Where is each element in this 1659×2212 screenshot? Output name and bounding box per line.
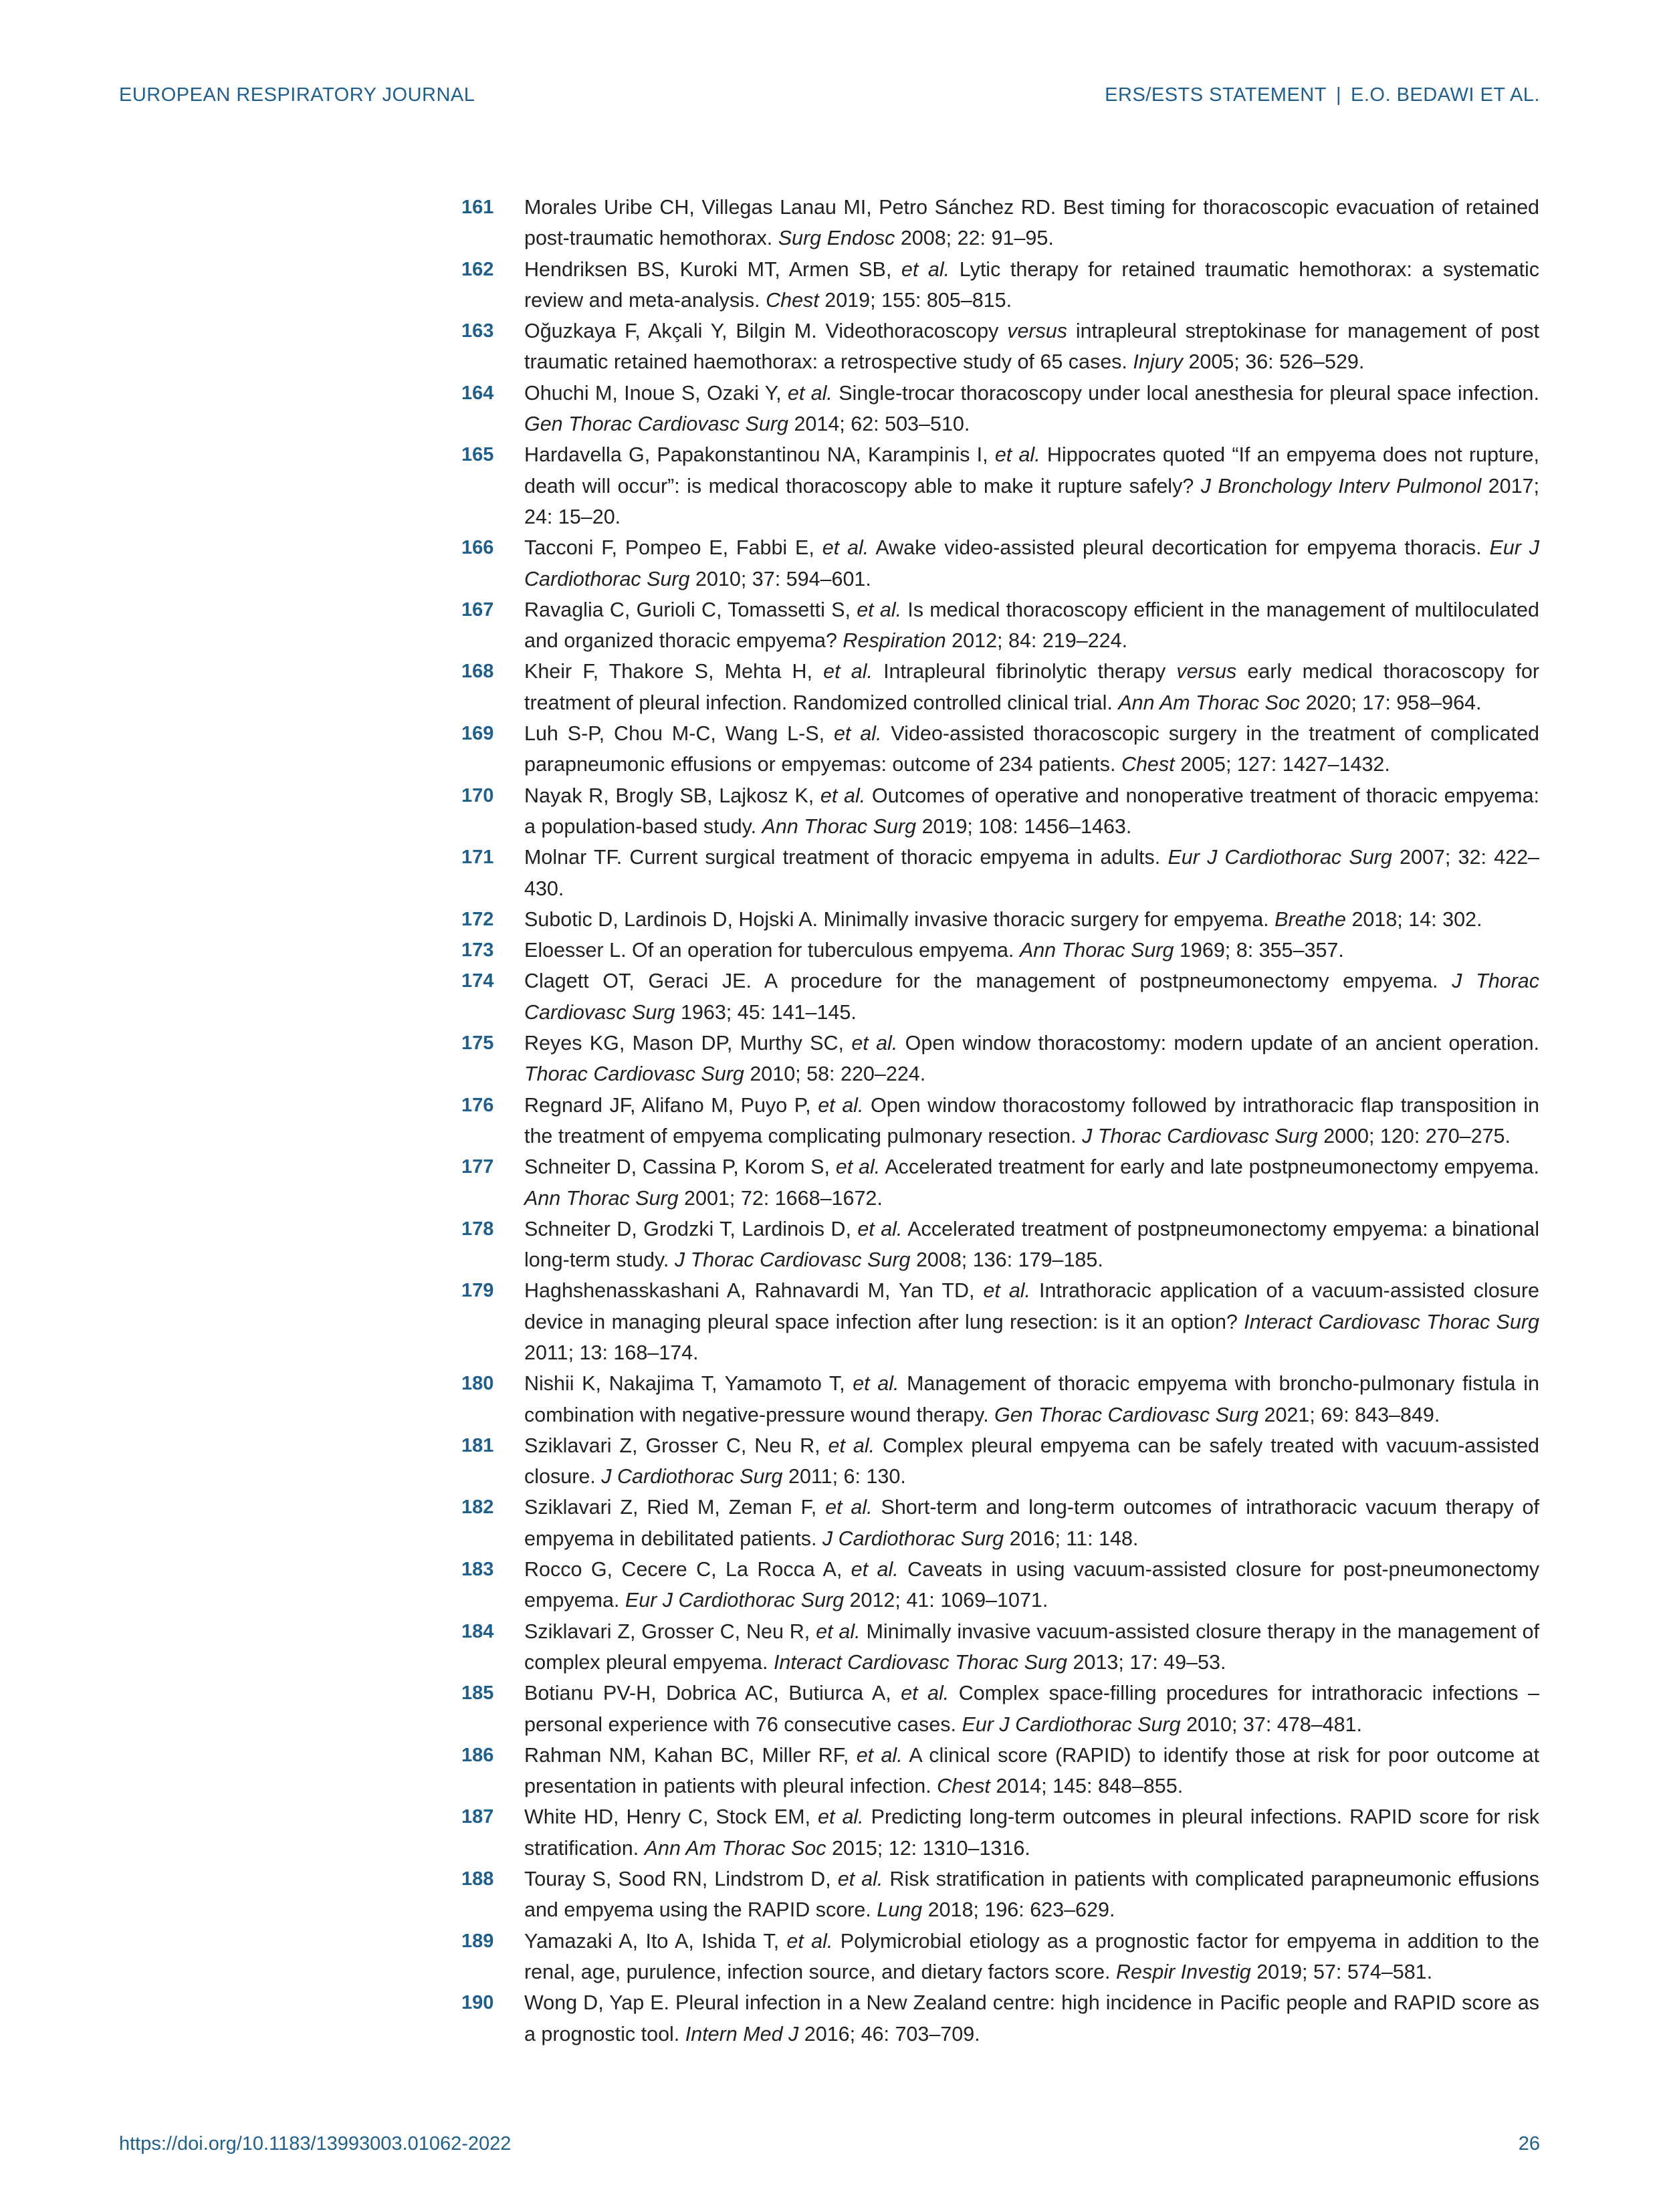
reference-number: 181: [461, 1434, 494, 1456]
journal-name-italic: J Thorac Cardiovasc Surg: [1082, 1124, 1318, 1147]
et-al-italic: et al.: [828, 1434, 875, 1457]
reference-details: 2018; 14: 302.: [1345, 907, 1482, 931]
et-al-italic: et al.: [983, 1279, 1031, 1303]
reference-number: 189: [461, 1930, 494, 1952]
journal-name-italic: Eur J Cardiothorac Surg: [1168, 846, 1392, 869]
reference-text: intrapleural streptokinase for management of post traumatic retained haemothorax: a retrospective study of 65 cases.: [524, 320, 1539, 374]
et-al-italic: et al.: [857, 598, 902, 621]
reference-item: [461, 1275, 1539, 1368]
journal-name-italic: Lung: [877, 1898, 923, 1922]
page-number: 26: [1518, 2133, 1540, 2154]
et-al-italic: et al.: [853, 1372, 899, 1396]
reference-number: 170: [461, 784, 494, 806]
reference-item: [461, 780, 1539, 843]
reference-text: Luh S-P, Chou M-C, Wang L-S,: [524, 722, 834, 746]
reference-item: [461, 378, 1539, 440]
reference-text: Rahman NM, Kahan BC, Miller RF,: [524, 1743, 857, 1767]
reference-details: 2014; 145: 848–855.: [990, 1775, 1184, 1798]
journal-name-italic: Chest: [766, 288, 819, 312]
reference-text: Caveats in using vacuum-assisted closure for post-pneumonectomy empyema.: [524, 1558, 1539, 1612]
reference-item: [461, 842, 1539, 904]
et-al-italic: et al.: [851, 1558, 899, 1581]
reference-number: 179: [461, 1280, 494, 1302]
reference-text: Clagett OT, Geraci JE. A procedure for the management of postpneumonectomy empyema.: [524, 970, 1452, 993]
reference-item: [461, 966, 1539, 1028]
reference-text: Molnar TF. Current surgical treatment of thoracic empyema in adults.: [524, 846, 1168, 869]
reference-text: Complex space-filling procedures for intrathoracic infections – personal experience with 76 consecutive cases.: [524, 1682, 1539, 1736]
reference-item: [461, 1801, 1539, 1864]
et-al-italic: et al.: [837, 1868, 883, 1891]
reference-details: 2011; 6: 130.: [782, 1465, 906, 1488]
reference-details: 2019; 155: 805–815.: [818, 288, 1012, 312]
journal-name-italic: Chest: [1121, 753, 1175, 776]
reference-text: Yamazaki A, Ito A, Ishida T,: [524, 1929, 787, 1953]
reference-text: Nishii K, Nakajima T, Yamamoto T,: [524, 1372, 853, 1396]
reference-number: 177: [461, 1156, 494, 1178]
reference-item: [461, 1678, 1539, 1740]
journal-name-italic: J Thorac Cardiovasc Surg: [674, 1248, 911, 1272]
reference-item: [461, 1492, 1539, 1554]
journal-name-italic: Injury: [1133, 350, 1183, 374]
reference-details: 1963; 45: 141–145.: [675, 1000, 857, 1024]
reference-number: 167: [461, 598, 494, 621]
reference-item: [461, 254, 1539, 316]
reference-item: [461, 192, 1539, 254]
reference-item: [461, 718, 1539, 780]
reference-text: Regnard JF, Alifano M, Puyo P,: [524, 1093, 818, 1117]
journal-name-italic: Ann Am Thorac Soc: [1118, 691, 1301, 714]
reference-text: Oğuzkaya F, Akçali Y, Bilgin M. Videothoracoscopy: [524, 320, 1008, 343]
reference-number: 187: [461, 1806, 494, 1828]
journal-name-italic: Interact Cardiovasc Thorac Surg: [773, 1650, 1068, 1674]
reference-text: Ravaglia C, Gurioli C, Tomassetti S,: [524, 598, 857, 621]
journal-name-italic: Eur J Cardiothorac Surg: [625, 1589, 845, 1612]
reference-text: White HD, Henry C, Stock EM,: [524, 1805, 818, 1829]
reference-item: [461, 316, 1539, 378]
reference-text: Minimally invasive vacuum-assisted closure therapy in the management of complex pleural empyema.: [524, 1620, 1539, 1674]
reference-number: 171: [461, 847, 494, 869]
et-al-italic: et al.: [786, 1929, 833, 1953]
journal-name-italic: Ann Thorac Surg: [524, 1186, 679, 1210]
reference-item: [461, 1616, 1539, 1678]
reference-details: 2016; 11: 148.: [1004, 1527, 1139, 1550]
reference-details: 1969; 8: 355–357.: [1174, 939, 1344, 962]
reference-number: 174: [461, 970, 494, 992]
reference-item: [461, 1926, 1539, 1988]
et-al-italic: et al.: [901, 257, 950, 281]
journal-name-italic: Respir Investig: [1116, 1960, 1251, 1983]
reference-text: Hippocrates quoted “If an empyema does not rupture, death will occur”: is medical thoracoscopy able to make it rupture safely?: [524, 443, 1540, 497]
reference-details: 2008; 22: 91–95.: [895, 227, 1054, 250]
reference-item: [461, 935, 1539, 966]
reference-text: Ohuchi M, Inoue S, Ozaki Y,: [524, 381, 788, 405]
reference-text: Sziklavari Z, Ried M, Zeman F,: [524, 1496, 826, 1519]
reference-number: 176: [461, 1094, 494, 1116]
et-al-italic: et al.: [823, 660, 873, 683]
reference-text: Single-trocar thoracoscopy under local anesthesia for pleural space infection.: [832, 381, 1539, 405]
reference-number: 184: [461, 1620, 494, 1642]
statement-type: ERS/ESTS STATEMENT: [1105, 84, 1327, 106]
reference-text: Lytic therapy for retained traumatic hemothorax: a systematic review and meta-analysis.: [524, 257, 1539, 312]
journal-name-italic: Thorac Cardiovasc Surg: [524, 1063, 744, 1086]
reference-text: Sziklavari Z, Grosser C, Neu R,: [524, 1434, 828, 1457]
journal-name-italic: J Thorac Cardiovasc Surg: [524, 970, 1540, 1024]
reference-details: 2010; 58: 220–224.: [744, 1063, 926, 1086]
reference-number: 173: [461, 939, 494, 962]
journal-name-italic: J Cardiothorac Surg: [822, 1527, 1004, 1550]
reference-number: 183: [461, 1559, 494, 1581]
et-al-italic: et al.: [851, 1032, 898, 1055]
reference-item: [461, 904, 1539, 935]
reference-details: 2019; 57: 574–581.: [1250, 1960, 1433, 1983]
reference-number: 178: [461, 1218, 494, 1240]
doi-link[interactable]: https://doi.org/10.1183/13993003.01062-2022: [119, 2133, 512, 2154]
reference-text: Subotic D, Lardinois D, Hojski A. Minimally invasive thoracic surgery for empyema.: [524, 907, 1275, 931]
reference-details: 2005; 36: 526–529.: [1182, 350, 1365, 374]
reference-number: 180: [461, 1373, 494, 1395]
reference-item: [461, 1740, 1539, 1802]
reference-text: Accelerated treatment for early and late postpneumonectomy empyema.: [880, 1155, 1539, 1179]
reference-number: 182: [461, 1497, 494, 1519]
reference-item: [461, 1090, 1539, 1152]
reference-item: [461, 1214, 1539, 1276]
reference-text: Intrapleural fibrinolytic therapy: [872, 660, 1177, 683]
et-al-italic: et al.: [822, 536, 869, 560]
reference-number: 164: [461, 382, 494, 404]
reference-text: early medical thoracoscopy for treatment of pleural infection. Randomized controlled clinical trial.: [524, 660, 1539, 714]
reference-details: 2010; 37: 594–601.: [689, 567, 871, 590]
reference-details: 2019; 108: 1456–1463.: [916, 814, 1132, 838]
et-al-italic: et al.: [820, 784, 866, 807]
reference-text: Rocco G, Cecere C, La Rocca A,: [524, 1558, 851, 1581]
et-al-italic: et al.: [994, 443, 1040, 467]
reference-item: [461, 1151, 1539, 1214]
reference-details: 2001; 72: 1668–1672.: [678, 1186, 883, 1210]
journal-name-italic: Surg Endosc: [778, 227, 895, 250]
reference-list: [461, 192, 1539, 2050]
journal-name-italic: Eur J Cardiothorac Surg: [524, 536, 1540, 590]
reference-details: 2011; 13: 168–174.: [524, 1341, 699, 1364]
versus-italic: versus: [1176, 660, 1237, 683]
journal-name-italic: Ann Thorac Surg: [1019, 939, 1174, 962]
reference-text: Haghshenasskashani A, Rahnavardi M, Yan TD,: [524, 1279, 984, 1303]
et-al-italic: et al.: [833, 722, 882, 746]
reference-text: Accelerated treatment of postpneumonectomy empyema: a binational long-term study.: [524, 1217, 1539, 1272]
reference-text: Morales Uribe CH, Villegas Lanau MI, Petro Sánchez RD. Best timing for thoracoscopic evacuation of retained post-traumatic hemothorax.: [524, 196, 1539, 250]
reference-text: Hendriksen BS, Kuroki MT, Armen SB,: [524, 257, 901, 281]
reference-number: 169: [461, 723, 494, 745]
journal-name-italic: Interact Cardiovasc Thorac Surg: [1244, 1310, 1539, 1333]
reference-text: Management of thoracic empyema with broncho-pulmonary fistula in combination with negative-pressure wound therapy.: [524, 1372, 1539, 1426]
reference-details: 2021; 69: 843–849.: [1258, 1403, 1440, 1426]
reference-item: [461, 1368, 1539, 1430]
reference-item: [461, 1028, 1539, 1090]
reference-text: A clinical score (RAPID) to identify those at risk for poor outcome at presentation in patients with pleural infection.: [524, 1743, 1539, 1798]
reference-item: [461, 1554, 1539, 1616]
reference-text: Schneiter D, Grodzki T, Lardinois D,: [524, 1217, 858, 1240]
et-al-italic: et al.: [818, 1093, 864, 1117]
reference-item: [461, 1430, 1539, 1492]
journal-name-italic: Ann Am Thorac Soc: [644, 1836, 826, 1860]
journal-name-italic: J Bronchology Interv Pulmonol: [1200, 474, 1482, 497]
header-separator: |: [1335, 84, 1342, 106]
reference-text: Intrathoracic application of a vacuum-assisted closure device in managing pleural space infection after lung resection: is it an option?: [524, 1279, 1539, 1333]
reference-number: 166: [461, 537, 494, 559]
reference-text: Eloesser L. Of an operation for tuberculous empyema.: [524, 939, 1020, 962]
reference-details: 2000; 120: 270–275.: [1317, 1124, 1511, 1147]
journal-name: EUROPEAN RESPIRATORY JOURNAL: [119, 84, 475, 106]
reference-number: 163: [461, 320, 494, 342]
reference-item: [461, 439, 1539, 532]
reference-details: 2016; 46: 703–709.: [798, 2022, 980, 2045]
reference-text: Open window thoracostomy followed by intrathoracic flap transposition in the treatment of empyema complicating pulmonary resection.: [524, 1093, 1539, 1147]
reference-text: Wong D, Yap E. Pleural infection in a New Zealand centre: high incidence in Pacific people and RAPID score as a prognostic tool.: [524, 1991, 1539, 2045]
reference-number: 162: [461, 258, 494, 280]
journal-name-italic: Chest: [937, 1775, 990, 1798]
reference-details: 2007; 32: 422–430.: [524, 846, 1539, 900]
reference-text: Botianu PV-H, Dobrica AC, Butiurca A,: [524, 1682, 901, 1705]
reference-item: [461, 532, 1539, 594]
reference-item: [461, 656, 1539, 718]
journal-name-italic: Respiration: [843, 629, 946, 653]
et-al-italic: et al.: [901, 1682, 950, 1705]
journal-name-italic: Breathe: [1275, 907, 1346, 931]
journal-name-italic: Eur J Cardiothorac Surg: [962, 1712, 1181, 1736]
reference-text: Kheir F, Thakore S, Mehta H,: [524, 660, 824, 683]
reference-details: 2015; 12: 1310–1316.: [826, 1836, 1030, 1860]
reference-text: Outcomes of operative and nonoperative treatment of thoracic empyema: a population-based study.: [524, 784, 1540, 838]
reference-number: 190: [461, 1992, 494, 2014]
versus-italic: versus: [1007, 320, 1068, 343]
reference-number: 161: [461, 197, 494, 218]
reference-details: 2017; 24: 15–20.: [524, 474, 1539, 528]
reference-text: Complex pleural empyema can be safely treated with vacuum-assisted closure.: [524, 1434, 1539, 1488]
reference-details: 2008; 136: 179–185.: [910, 1248, 1103, 1272]
reference-number: 188: [461, 1868, 494, 1890]
reference-number: 175: [461, 1032, 494, 1055]
journal-name-italic: Intern Med J: [685, 2022, 799, 2045]
reference-item: [461, 1987, 1539, 2050]
et-al-italic: et al.: [825, 1496, 873, 1519]
reference-details: 2020; 17: 958–964.: [1300, 691, 1482, 714]
reference-text: Short-term and long-term outcomes of intrathoracic vacuum therapy of empyema in debilitated patients.: [524, 1496, 1539, 1550]
reference-text: Open window thoracostomy: modern update of an ancient operation.: [897, 1032, 1540, 1055]
reference-text: Video-assisted thoracoscopic surgery in the treatment of complicated parapneumonic effusions or empyemas: outcome of 234 patients.: [524, 722, 1540, 776]
reference-item: [461, 1864, 1539, 1926]
reference-details: 2018; 196: 623–629.: [922, 1898, 1115, 1922]
reference-number: 165: [461, 444, 494, 466]
et-al-italic: et al.: [857, 1217, 903, 1240]
reference-details: 2005; 127: 1427–1432.: [1174, 753, 1390, 776]
reference-text: Polymicrobial etiology as a prognostic factor for empyema in addition to the renal, age, purulence, infection source, and dietary factors score.: [524, 1929, 1539, 1983]
reference-details: 2013; 17: 49–53.: [1067, 1650, 1226, 1674]
et-al-italic: et al.: [787, 381, 833, 405]
journal-name-italic: J Cardiothorac Surg: [601, 1465, 783, 1488]
reference-details: 2012; 41: 1069–1071.: [844, 1589, 1048, 1612]
journal-name-italic: Gen Thorac Cardiovasc Surg: [524, 413, 788, 436]
reference-item: [461, 594, 1539, 657]
reference-text: Is medical thoracoscopy efficient in the management of multiloculated and organized thoracic empyema?: [524, 598, 1539, 653]
reference-text: Schneiter D, Cassina P, Korom S,: [524, 1155, 836, 1179]
reference-text: Sziklavari Z, Grosser C, Neu R,: [524, 1620, 816, 1643]
header-authors: E.O. BEDAWI ET AL.: [1351, 84, 1540, 106]
et-al-italic: et al.: [856, 1743, 903, 1767]
reference-number: 168: [461, 661, 494, 683]
reference-text: Predicting long-term outcomes in pleural infections. RAPID score for risk stratification.: [524, 1805, 1539, 1860]
reference-text: Hardavella G, Papakonstantinou NA, Karampinis I,: [524, 443, 995, 467]
reference-number: 186: [461, 1744, 494, 1766]
running-header: [1105, 84, 1540, 106]
et-al-italic: et al.: [816, 1620, 861, 1643]
reference-details: 2014; 62: 503–510.: [788, 413, 970, 436]
reference-text: Reyes KG, Mason DP, Murthy SC,: [524, 1032, 852, 1055]
reference-text: Nayak R, Brogly SB, Lajkosz K,: [524, 784, 820, 807]
journal-name-italic: Gen Thorac Cardiovasc Surg: [994, 1403, 1259, 1426]
reference-text: Risk stratification in patients with complicated parapneumonic effusions and empyema using the RAPID score.: [524, 1868, 1539, 1922]
et-al-italic: et al.: [835, 1155, 881, 1179]
reference-number: 185: [461, 1682, 494, 1704]
et-al-italic: et al.: [817, 1805, 864, 1829]
reference-text: Awake video-assisted pleural decortication for empyema thoracis.: [869, 536, 1490, 560]
reference-text: Tacconi F, Pompeo E, Fabbi E,: [524, 536, 822, 560]
reference-details: 2012; 84: 219–224.: [946, 629, 1128, 653]
reference-text: Touray S, Sood RN, Lindstrom D,: [524, 1868, 838, 1891]
journal-name-italic: Ann Thorac Surg: [762, 814, 917, 838]
reference-details: 2010; 37: 478–481.: [1180, 1712, 1362, 1736]
reference-number: 172: [461, 908, 494, 930]
